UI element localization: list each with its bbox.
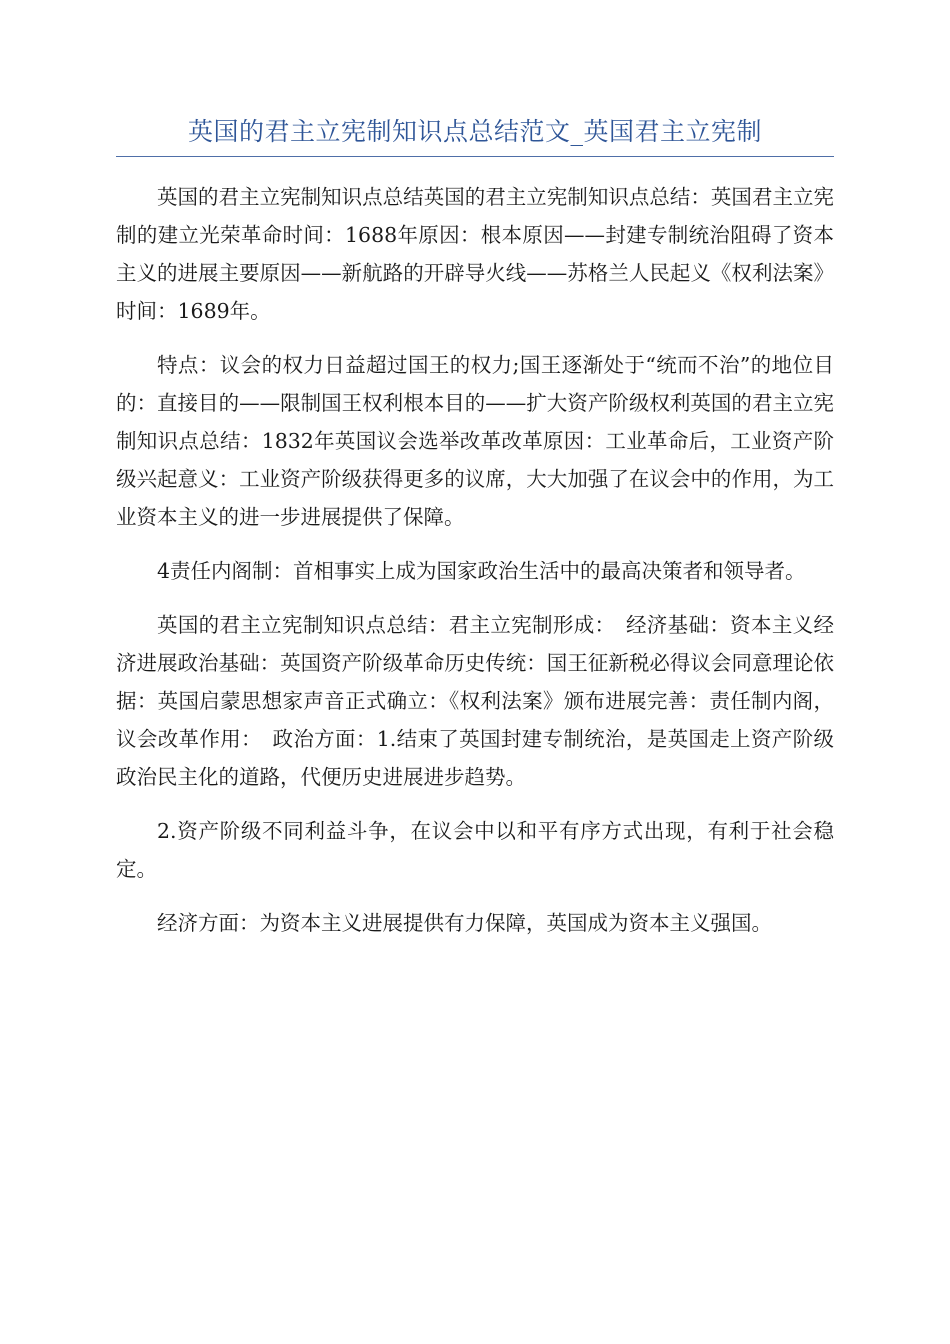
paragraph-6: 经济方面：为资本主义进展提供有力保障，英国成为资本主义强国。 xyxy=(157,911,772,935)
document-body xyxy=(116,178,834,958)
title-block xyxy=(116,112,834,157)
document-title: 英国的君主立宪制知识点总结范文_英国君主立宪制 xyxy=(187,117,762,146)
paragraph-3: 4责任内阁制：首相事实上成为国家政治生活中的最高决策者和领导者。 xyxy=(157,559,806,583)
paragraph-1: 英国的君主立宪制知识点总结英国的君主立宪制知识点总结：英国君主立宪制的建立光荣革命时间：1688年原因：根本原因——封建专制统治阻碍了资本主义的进展主要原因——新航路的开辟导火线——苏格兰人民起义《权利法案》时间：1689年。 xyxy=(116,185,834,323)
paragraph-4: 英国的君主立宪制知识点总结：君主立宪制形成： 经济基础：资本主义经济进展政治基础：英国资产阶级革命历史传统：国王征新税必得议会同意理论依据：英国启蒙思想家声音正式确立：《权利法案》颁布进展完善：责任制内阁，议会改革作用： 政治方面：1.结束了英国封建专制统治，是英国走上资产阶级政治民主化的道路，代便历史进展进步趋势。 xyxy=(116,613,834,789)
paragraph-2: 特点：议会的权力日益超过国王的权力;国王逐渐处于“统而不治”的地位目的：直接目的——限制国王权利根本目的——扩大资产阶级权利英国的君主立宪制知识点总结：1832年英国议会选举改革改革原因：工业革命后，工业资产阶级兴起意义：工业资产阶级获得更多的议席，大大加强了在议会中的作用，为工业资本主义的进一步进展提供了保障。 xyxy=(116,353,834,529)
paragraph-5: 2.资产阶级不同利益斗争，在议会中以和平有序方式出现，有利于社会稳定。 xyxy=(116,819,834,881)
